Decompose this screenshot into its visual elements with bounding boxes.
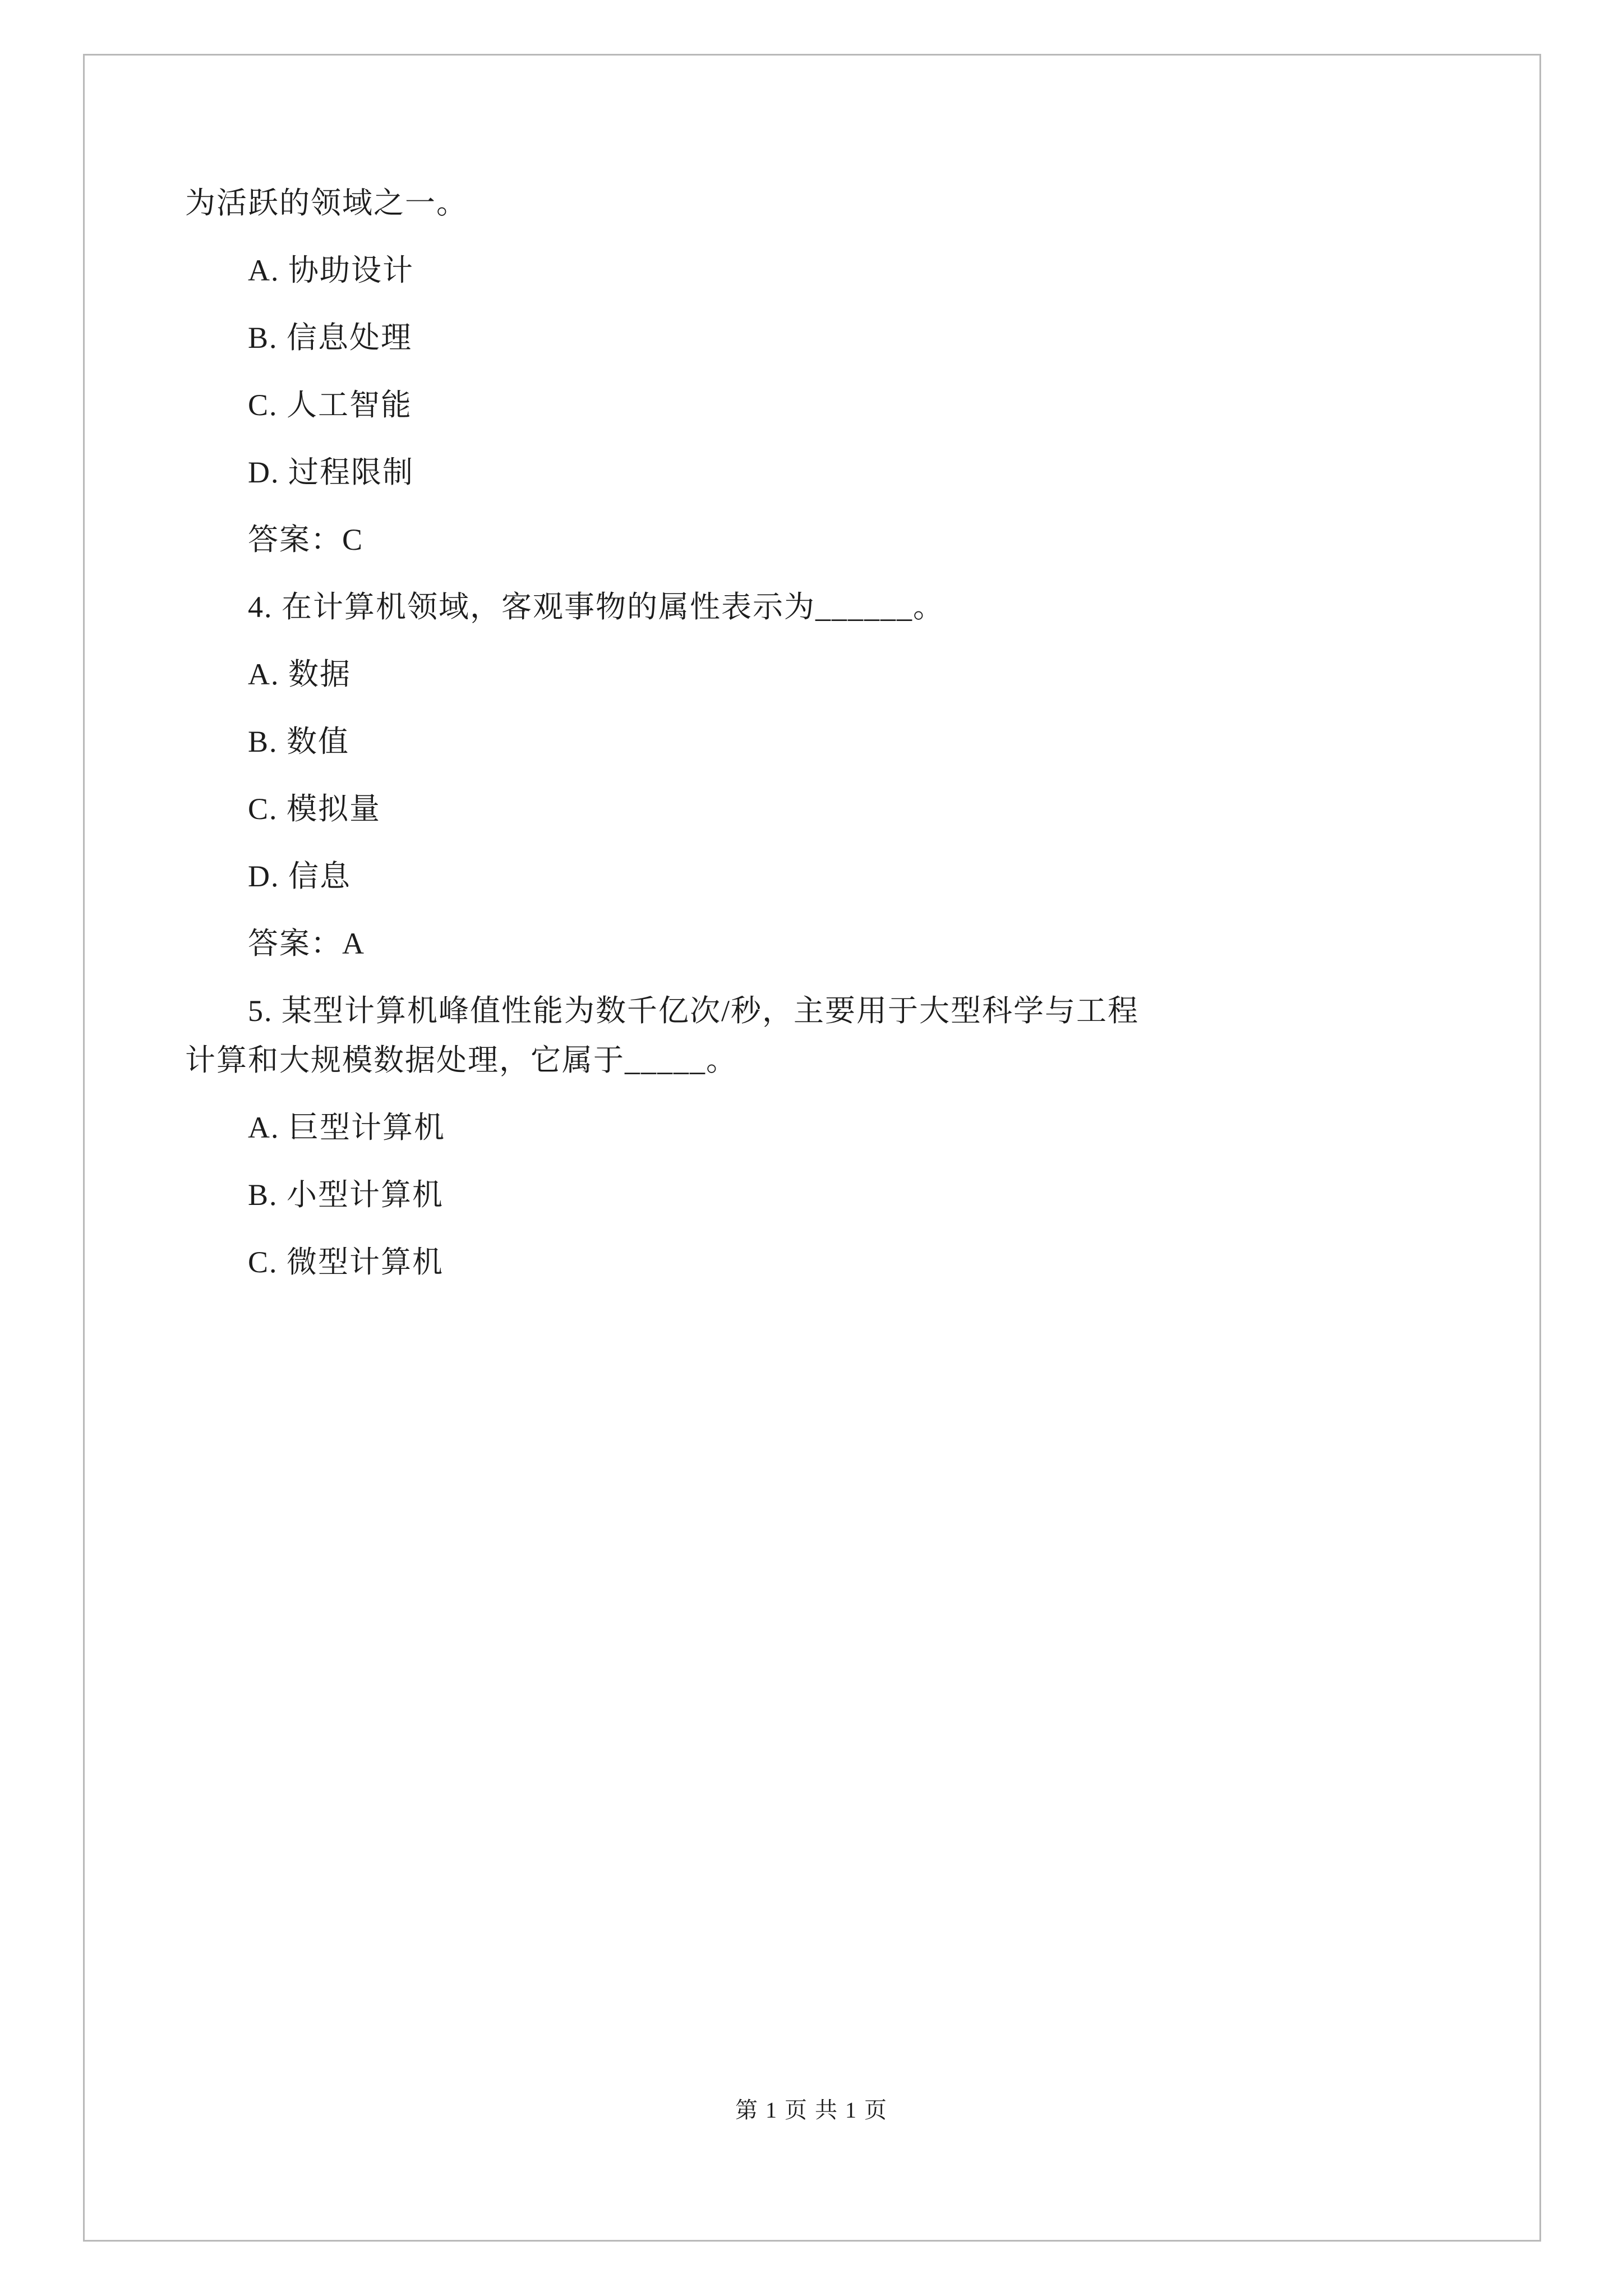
option-line: C. 人工智能 xyxy=(248,388,413,422)
option-line: D. 过程限制 xyxy=(248,455,414,489)
option-line: D. 信息 xyxy=(248,859,351,893)
option-line: B. 信息处理 xyxy=(248,321,413,355)
question-line-continued: 计算和大规模数据处理，它属于_____。 xyxy=(185,1043,737,1077)
answer-line: 答案：A xyxy=(248,927,365,960)
option-line: A. 巨型计算机 xyxy=(248,1111,445,1144)
page-footer: 第 1 页 共 1 页 xyxy=(735,2097,888,2123)
question-line: 4. 在计算机领域，客观事物的属性表示为______。 xyxy=(248,590,944,624)
option-line: C. 模拟量 xyxy=(248,792,381,826)
option-line: C. 微型计算机 xyxy=(248,1245,444,1279)
question-line: 5. 某型计算机峰值性能为数千亿次/秒，主要用于大型科学与工程 xyxy=(248,994,1140,1028)
option-line: A. 协助设计 xyxy=(248,254,414,287)
text-line: 为活跃的领域之一。 xyxy=(185,186,468,220)
option-line: A. 数据 xyxy=(248,657,351,691)
answer-line: 答案：C xyxy=(248,523,364,556)
document-body xyxy=(185,185,1453,1312)
option-line: B. 小型计算机 xyxy=(248,1178,444,1212)
option-line: B. 数值 xyxy=(248,725,350,758)
